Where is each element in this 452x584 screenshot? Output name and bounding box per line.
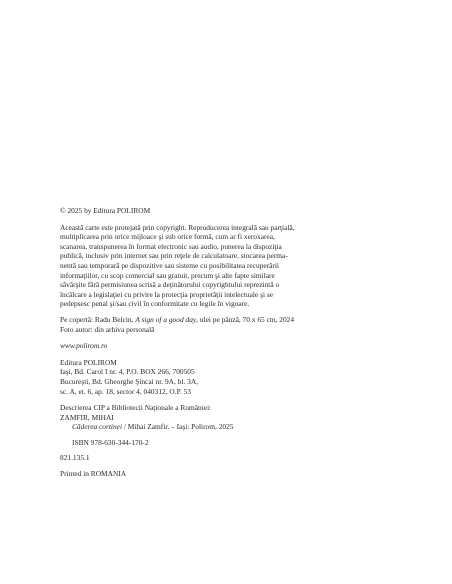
publisher-address [60,358,394,396]
cover-credit [60,315,394,325]
cover-prefix: Pe copertă: Radu Belcin, [60,314,136,324]
notice-line: săvârşite fără permisiunea scrisă a deţinătorului copyrightului reprezintă o [60,280,280,290]
publisher-line: Editura POLIROM [60,357,117,367]
notice-line: scanarea, transpunerea în format electronic sau audio, punerea la dispoziţia [60,241,282,251]
notice-line: informaţiilor, cu scop comercial sau gratuit, precum şi alte fapte similare [60,270,275,280]
cip-heading: Descrierea CIP a Bibliotecii Naţionale a României: [60,403,212,413]
cip-block [60,403,394,463]
copyright-line: © 2025 by Editura POLIROM [60,206,151,215]
notice-line: Această carte este protejată prin copyright. Reproducerea integrală sau parţială, [60,222,295,232]
notice-line: nentă sau temporară pe dispozitive sau sisteme cu posibilitatea recuperării [60,260,279,270]
cip-isbn: ISBN 978-630-344-170-2 [72,437,149,447]
photo-credit: Foto autor: din arhiva personală [60,324,155,334]
notice-line: pedepsesc penal şi/sau civil în conformitate cu legile în vigoare. [60,299,250,309]
printed-in: Printed in ROMANIA [60,469,127,479]
copyright-notice [60,223,394,309]
notice-line: încălcare a legislaţiei cu privire la protecţia proprietăţii intelectuale şi se [60,289,273,299]
cip-book-rest: / Mihai Zamfir. – Iaşi: Polirom, 2025 [122,422,234,432]
publisher-website: www.polirom.ro [60,341,108,351]
cip-book-title: Căderea cortinei [72,422,123,432]
notice-line: multiplicarea prin orice mijloace şi sub orice formă, cum ar fi xeroxarea, [60,232,275,242]
cip-title-line [60,422,394,432]
publisher-line: Iaşi, Bd. Carol I nr. 4, P.O. BOX 266, 700505 [60,367,195,377]
cip-classification: 821.135.1 [60,453,90,463]
cover-suffix: , ulei pe pânză, 70 x 65 cm, 2024 [196,314,295,324]
publisher-line: sc. A, et. 6, ap. 18, sector 4, 040312, O.P. 53 [60,386,191,396]
copyright-page [60,206,394,479]
cip-author: ZAMFIR, MIHAI [60,412,114,422]
publisher-line: Bucureşti, Bd. Gheorghe Şincai nr. 9A, bl. 3A, [60,376,199,386]
notice-line: publică, inclusiv prin internet sau prin reţele de calculatoare, stocarea perma- [60,251,288,261]
cover-artwork-title: A sign of a good day [135,314,197,324]
